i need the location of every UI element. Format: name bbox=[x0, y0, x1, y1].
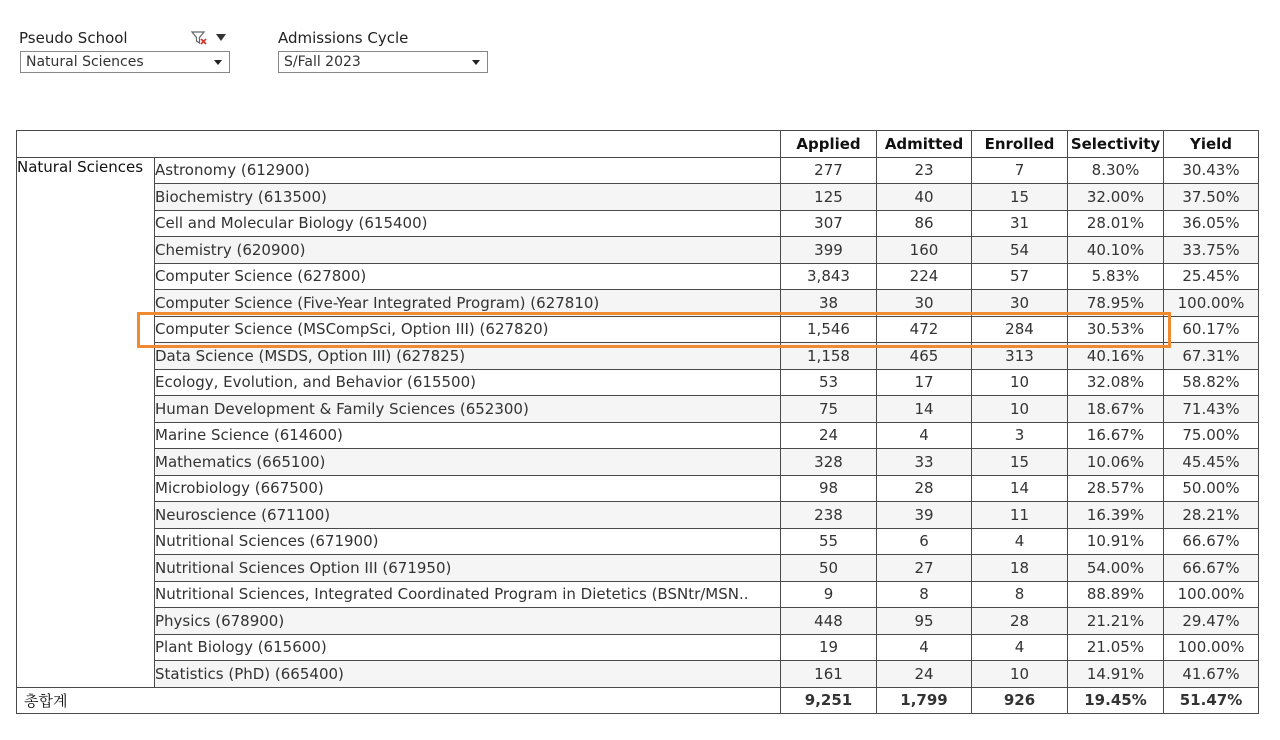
cell-enrolled[interactable]: 3 bbox=[972, 422, 1068, 449]
cell-admitted[interactable]: 4 bbox=[877, 422, 972, 449]
cell-enrolled[interactable]: 4 bbox=[972, 528, 1068, 555]
table-row bbox=[17, 502, 1259, 529]
cell-selectivity[interactable]: 32.08% bbox=[1068, 369, 1164, 396]
program-name[interactable]: Neuroscience (671100) bbox=[155, 502, 781, 529]
table-row bbox=[17, 475, 1259, 502]
table-row bbox=[17, 290, 1259, 317]
cell-yield[interactable]: 58.82% bbox=[1164, 369, 1259, 396]
cell-enrolled[interactable]: 28 bbox=[972, 608, 1068, 635]
cell-admitted[interactable]: 95 bbox=[877, 608, 972, 635]
cell-selectivity[interactable]: 40.10% bbox=[1068, 237, 1164, 264]
cell-applied[interactable]: 55 bbox=[781, 528, 877, 555]
program-name[interactable]: Computer Science (Five-Year Integrated Program) (627810) bbox=[155, 290, 781, 317]
column-header-yield[interactable]: Yield bbox=[1164, 131, 1259, 158]
program-name[interactable]: Chemistry (620900) bbox=[155, 237, 781, 264]
table-row bbox=[17, 369, 1259, 396]
table-row bbox=[17, 210, 1259, 237]
cell-yield[interactable]: 33.75% bbox=[1164, 237, 1259, 264]
cell-applied[interactable]: 399 bbox=[781, 237, 877, 264]
school-group-label: Natural Sciences bbox=[17, 157, 155, 687]
cell-applied[interactable]: 19 bbox=[781, 634, 877, 661]
cell-admitted[interactable]: 4 bbox=[877, 634, 972, 661]
table-row bbox=[17, 157, 1259, 184]
cell-admitted[interactable]: 17 bbox=[877, 369, 972, 396]
cell-admitted[interactable]: 14 bbox=[877, 396, 972, 423]
cell-enrolled[interactable]: 18 bbox=[972, 555, 1068, 582]
program-name[interactable]: Mathematics (665100) bbox=[155, 449, 781, 476]
cell-selectivity[interactable]: 18.67% bbox=[1068, 396, 1164, 423]
cell-selectivity[interactable]: 8.30% bbox=[1068, 157, 1164, 184]
cell-yield[interactable]: 30.43% bbox=[1164, 157, 1259, 184]
cell-admitted[interactable]: 6 bbox=[877, 528, 972, 555]
cell-applied[interactable]: 38 bbox=[781, 290, 877, 317]
cell-yield[interactable]: 67.31% bbox=[1164, 343, 1259, 370]
cell-yield[interactable]: 66.67% bbox=[1164, 555, 1259, 582]
table-row bbox=[17, 608, 1259, 635]
cell-admitted[interactable]: 28 bbox=[877, 475, 972, 502]
pseudo-school-select[interactable] bbox=[20, 51, 230, 73]
program-name[interactable]: Ecology, Evolution, and Behavior (615500) bbox=[155, 369, 781, 396]
column-header-enrolled[interactable]: Enrolled bbox=[972, 131, 1068, 158]
cell-enrolled[interactable]: 54 bbox=[972, 237, 1068, 264]
cell-selectivity[interactable]: 21.21% bbox=[1068, 608, 1164, 635]
cell-applied[interactable]: 238 bbox=[781, 502, 877, 529]
chevron-down-icon bbox=[472, 60, 480, 65]
cell-selectivity[interactable]: 28.57% bbox=[1068, 475, 1164, 502]
cell-admitted[interactable]: 465 bbox=[877, 343, 972, 370]
program-name[interactable]: Physics (678900) bbox=[155, 608, 781, 635]
cell-enrolled[interactable]: 15 bbox=[972, 449, 1068, 476]
cell-admitted[interactable]: 472 bbox=[877, 316, 972, 343]
table-row bbox=[17, 184, 1259, 211]
pseudo-school-label: Pseudo School bbox=[19, 29, 128, 47]
filter-menu-chevron-down-icon[interactable] bbox=[216, 34, 226, 42]
cell-yield[interactable]: 41.67% bbox=[1164, 661, 1259, 688]
filter-clear-icon[interactable] bbox=[191, 30, 209, 46]
total-yield[interactable]: 51.47% bbox=[1164, 687, 1259, 714]
table-row bbox=[17, 634, 1259, 661]
program-name[interactable]: Computer Science (627800) bbox=[155, 263, 781, 290]
cell-enrolled[interactable]: 10 bbox=[972, 369, 1068, 396]
total-label: 총합계 bbox=[17, 687, 781, 714]
cell-enrolled[interactable]: 57 bbox=[972, 263, 1068, 290]
cell-yield[interactable]: 100.00% bbox=[1164, 290, 1259, 317]
cell-applied[interactable]: 1,158 bbox=[781, 343, 877, 370]
cell-yield[interactable]: 100.00% bbox=[1164, 581, 1259, 608]
cell-admitted[interactable]: 160 bbox=[877, 237, 972, 264]
cell-yield[interactable]: 50.00% bbox=[1164, 475, 1259, 502]
admissions-cycle-value: S/Fall 2023 bbox=[284, 54, 361, 70]
cell-selectivity[interactable]: 10.06% bbox=[1068, 449, 1164, 476]
cell-selectivity[interactable]: 88.89% bbox=[1068, 581, 1164, 608]
cell-applied[interactable]: 307 bbox=[781, 210, 877, 237]
chevron-down-icon bbox=[214, 60, 222, 65]
program-name[interactable]: Astronomy (612900) bbox=[155, 157, 781, 184]
cell-enrolled[interactable]: 15 bbox=[972, 184, 1068, 211]
program-name[interactable]: Microbiology (667500) bbox=[155, 475, 781, 502]
table-row bbox=[17, 396, 1259, 423]
cell-enrolled[interactable]: 30 bbox=[972, 290, 1068, 317]
cell-enrolled[interactable]: 8 bbox=[972, 581, 1068, 608]
table-row bbox=[17, 449, 1259, 476]
cell-yield[interactable]: 66.67% bbox=[1164, 528, 1259, 555]
cell-admitted[interactable]: 40 bbox=[877, 184, 972, 211]
header-blank bbox=[17, 131, 781, 158]
cell-yield[interactable]: 71.43% bbox=[1164, 396, 1259, 423]
cell-yield[interactable]: 60.17% bbox=[1164, 316, 1259, 343]
cell-yield[interactable]: 37.50% bbox=[1164, 184, 1259, 211]
cell-yield[interactable]: 28.21% bbox=[1164, 502, 1259, 529]
cell-yield[interactable]: 36.05% bbox=[1164, 210, 1259, 237]
cell-applied[interactable]: 50 bbox=[781, 555, 877, 582]
cell-enrolled[interactable]: 4 bbox=[972, 634, 1068, 661]
cell-admitted[interactable]: 86 bbox=[877, 210, 972, 237]
admissions-cycle-select[interactable] bbox=[278, 51, 488, 73]
table-row bbox=[17, 581, 1259, 608]
cell-admitted[interactable]: 23 bbox=[877, 157, 972, 184]
program-name[interactable]: Nutritional Sciences (671900) bbox=[155, 528, 781, 555]
column-header-selectivity[interactable]: Selectivity bbox=[1068, 131, 1164, 158]
cell-selectivity[interactable]: 40.16% bbox=[1068, 343, 1164, 370]
cell-selectivity[interactable]: 30.53% bbox=[1068, 316, 1164, 343]
cell-yield[interactable]: 25.45% bbox=[1164, 263, 1259, 290]
program-name[interactable]: Human Development & Family Sciences (652300) bbox=[155, 396, 781, 423]
cell-selectivity[interactable]: 10.91% bbox=[1068, 528, 1164, 555]
cell-selectivity[interactable]: 5.83% bbox=[1068, 263, 1164, 290]
column-header-applied[interactable]: Applied bbox=[781, 131, 877, 158]
table-row bbox=[17, 661, 1259, 688]
cell-yield[interactable]: 100.00% bbox=[1164, 634, 1259, 661]
table-row bbox=[17, 422, 1259, 449]
program-name[interactable]: Nutritional Sciences, Integrated Coordinated Program in Dietetics (BSNtr/MSN.. bbox=[155, 581, 781, 608]
table-row bbox=[17, 343, 1259, 370]
program-name[interactable]: Marine Science (614600) bbox=[155, 422, 781, 449]
total-row bbox=[17, 687, 1259, 714]
table-row bbox=[17, 263, 1259, 290]
cell-enrolled[interactable]: 313 bbox=[972, 343, 1068, 370]
cell-yield[interactable]: 29.47% bbox=[1164, 608, 1259, 635]
cell-applied[interactable]: 3,843 bbox=[781, 263, 877, 290]
admissions-cycle-label: Admissions Cycle bbox=[278, 29, 409, 47]
admissions-cycle-filter bbox=[278, 28, 488, 73]
cell-applied[interactable]: 448 bbox=[781, 608, 877, 635]
cell-admitted[interactable]: 30 bbox=[877, 290, 972, 317]
cell-selectivity[interactable]: 28.01% bbox=[1068, 210, 1164, 237]
cell-admitted[interactable]: 33 bbox=[877, 449, 972, 476]
pseudo-school-value: Natural Sciences bbox=[26, 54, 144, 70]
cell-applied[interactable]: 98 bbox=[781, 475, 877, 502]
cell-enrolled[interactable]: 7 bbox=[972, 157, 1068, 184]
cell-applied[interactable]: 277 bbox=[781, 157, 877, 184]
cell-enrolled[interactable]: 10 bbox=[972, 661, 1068, 688]
cell-admitted[interactable]: 39 bbox=[877, 502, 972, 529]
admissions-crosstab bbox=[16, 130, 1259, 714]
column-header-admitted[interactable]: Admitted bbox=[877, 131, 972, 158]
program-name[interactable]: Cell and Molecular Biology (615400) bbox=[155, 210, 781, 237]
cell-selectivity[interactable]: 78.95% bbox=[1068, 290, 1164, 317]
table-row bbox=[17, 316, 1259, 343]
total-applied[interactable]: 9,251 bbox=[781, 687, 877, 714]
cell-enrolled[interactable]: 14 bbox=[972, 475, 1068, 502]
cell-enrolled[interactable]: 284 bbox=[972, 316, 1068, 343]
cell-admitted[interactable]: 8 bbox=[877, 581, 972, 608]
table-row bbox=[17, 237, 1259, 264]
cell-applied[interactable]: 53 bbox=[781, 369, 877, 396]
cell-applied[interactable]: 328 bbox=[781, 449, 877, 476]
cell-enrolled[interactable]: 10 bbox=[972, 396, 1068, 423]
cell-selectivity[interactable]: 16.67% bbox=[1068, 422, 1164, 449]
pseudo-school-filter bbox=[19, 28, 230, 73]
cell-selectivity[interactable]: 54.00% bbox=[1068, 555, 1164, 582]
cell-selectivity[interactable]: 14.91% bbox=[1068, 661, 1164, 688]
cell-admitted[interactable]: 24 bbox=[877, 661, 972, 688]
cell-enrolled[interactable]: 31 bbox=[972, 210, 1068, 237]
cell-applied[interactable]: 1,546 bbox=[781, 316, 877, 343]
cell-yield[interactable]: 75.00% bbox=[1164, 422, 1259, 449]
cell-applied[interactable]: 9 bbox=[781, 581, 877, 608]
program-name[interactable]: Data Science (MSDS, Option III) (627825) bbox=[155, 343, 781, 370]
cell-applied[interactable]: 161 bbox=[781, 661, 877, 688]
total-enrolled[interactable]: 926 bbox=[972, 687, 1068, 714]
cell-admitted[interactable]: 224 bbox=[877, 263, 972, 290]
cell-admitted[interactable]: 27 bbox=[877, 555, 972, 582]
header-row bbox=[17, 131, 1259, 158]
program-name[interactable]: Plant Biology (615600) bbox=[155, 634, 781, 661]
table-row bbox=[17, 555, 1259, 582]
program-name[interactable]: Computer Science (MSCompSci, Option III) (627820) bbox=[155, 316, 781, 343]
cell-applied[interactable]: 125 bbox=[781, 184, 877, 211]
cell-applied[interactable]: 75 bbox=[781, 396, 877, 423]
cell-selectivity[interactable]: 16.39% bbox=[1068, 502, 1164, 529]
program-name[interactable]: Statistics (PhD) (665400) bbox=[155, 661, 781, 688]
total-admitted[interactable]: 1,799 bbox=[877, 687, 972, 714]
cell-selectivity[interactable]: 21.05% bbox=[1068, 634, 1164, 661]
program-name[interactable]: Biochemistry (613500) bbox=[155, 184, 781, 211]
total-selectivity[interactable]: 19.45% bbox=[1068, 687, 1164, 714]
cell-enrolled[interactable]: 11 bbox=[972, 502, 1068, 529]
cell-applied[interactable]: 24 bbox=[781, 422, 877, 449]
table-row bbox=[17, 528, 1259, 555]
program-name[interactable]: Nutritional Sciences Option III (671950) bbox=[155, 555, 781, 582]
cell-selectivity[interactable]: 32.00% bbox=[1068, 184, 1164, 211]
cell-yield[interactable]: 45.45% bbox=[1164, 449, 1259, 476]
